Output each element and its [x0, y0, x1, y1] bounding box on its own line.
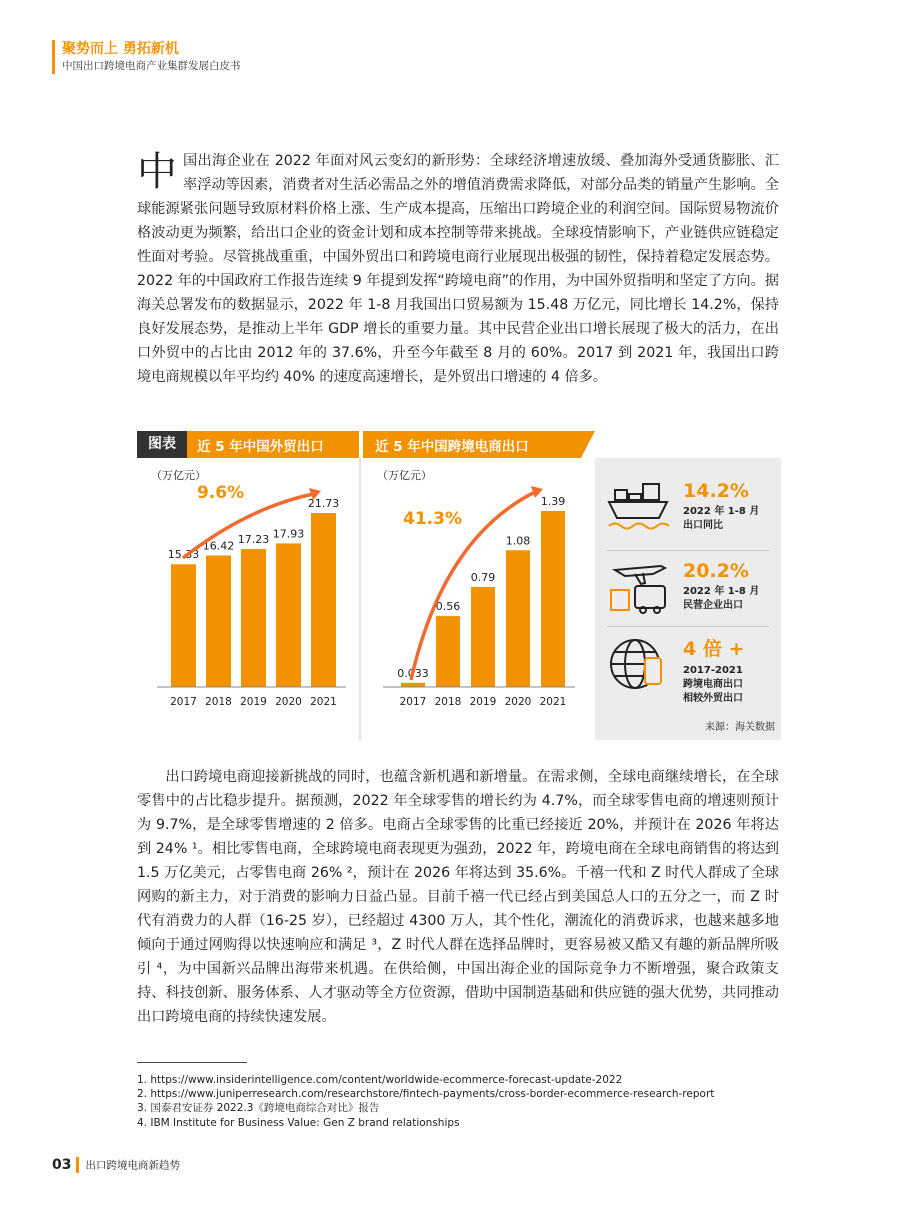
bar [506, 550, 530, 687]
footer-label: 出口跨境电商新趋势 [85, 1159, 180, 1172]
stat-export-growth [683, 480, 759, 533]
bar [541, 511, 565, 687]
footnote-2: 2. https://www.juniperresearch.com/researchstore/fintech-payments/cross-border-ecommerce-research-report [137, 1088, 715, 1101]
body-paragraph: 出口跨境电商迎接新挑战的同时，也蕴含新机遇和新增量。在需求侧，全球电商继续增长，在全球零售中的占比稳步提升。据预测，2022 年全球零售的增长约为 4.7%，而全球零售电商的增速则预计为 9.7%，是全球零售增速的 2 倍多。电商占全球零售的比重已经接近 20%，并预计在 2026 年将达到 24% ¹。相比零售电商，全球跨境电商表现更为强劲，2022 年，跨境电商在全球电商销售的将达到 1.5 万亿美元，占零售电商 26% ²，预计在 2026 年将达到 35.6%。千禧一代和 Z 时代人群成了全球网购的新主力，对于消费的影响力日益凸显。目前千禧一代已经占到美国总人口的五分之一，而 Z 时代有消费力的人群（16-25 岁），已经超过 4300 万人，其个性化，潮流化的消费诉求，也越来越多地倾向于通过网购得以快速响应和满足 ³，Z 时代人群在选择品牌时，更容易被又酷又有趣的新品牌所吸引 ⁴，为中国新兴品牌出海带来机遇。在供给侧，中国出海企业的国际竞争力不断增强，聚合政策支持、科技创新、服务体系、人才驱动等全方位资源，借助中国制造基础和供应链的强大优势，共同推动出口跨境电商的持续快速发展。 [137, 769, 779, 1025]
x-tick-label: 2018 [205, 696, 232, 708]
bar [241, 549, 266, 687]
footnote-1: 1. https://www.insiderintelligence.com/content/worldwide-ecommerce-forecast-update-2022 [137, 1074, 623, 1086]
bar-value-label: 0.033 [397, 666, 429, 680]
bar-value-label: 1.39 [540, 495, 566, 508]
chart-unit-label: （万亿元） [151, 469, 206, 482]
bar [401, 683, 425, 687]
header-title: 聚势而上 勇拓新机 [62, 41, 179, 57]
bar-value-label: 0.56 [435, 600, 461, 614]
bar [471, 587, 495, 687]
header-subtitle: 中国出口跨境电商产业集群发展白皮书 [62, 60, 241, 72]
ecommerce-export-chart [363, 458, 591, 740]
plane-truck-icon [605, 558, 671, 618]
bar [311, 513, 336, 687]
chart-left-title [187, 431, 359, 458]
x-tick-label: 2019 [240, 696, 267, 708]
stat-divider [607, 626, 769, 627]
x-tick-label: 2019 [469, 696, 497, 708]
bar-value-label: 16.42 [202, 539, 235, 553]
cargo-ship-icon [605, 480, 671, 542]
footer-bar [76, 1157, 79, 1173]
stat-divider [607, 550, 769, 551]
chart-mid-title-text: 近 5 年中国跨境电商出口 [375, 438, 529, 455]
stat-label: 2022 年 1-8 月 出口同比 [683, 506, 760, 531]
bar [206, 556, 231, 687]
drop-cap: 中 [137, 149, 177, 195]
figure-source: 来源：海关数据 [705, 722, 775, 733]
footnote-4: 4. IBM Institute for Business Value: Gen Z brand relationships [137, 1116, 460, 1129]
x-tick-label: 2018 [434, 696, 462, 708]
growth-rate-label: 9.6% [197, 483, 245, 503]
chart-divider [359, 458, 361, 740]
globe-phone-icon [605, 632, 671, 694]
x-tick-label: 2020 [275, 696, 302, 708]
bar-value-label: 21.73 [307, 497, 340, 510]
x-tick-label: 2021 [539, 696, 567, 708]
trade-export-chart [137, 458, 357, 740]
stat-value: 4 倍 + [683, 638, 745, 660]
stat-value: 20.2% [683, 560, 749, 582]
stat-private-export [683, 560, 759, 613]
stat-value: 14.2% [683, 480, 749, 502]
chart-mid-title [363, 431, 595, 458]
x-tick-label: 2017 [170, 696, 197, 708]
figure-tag: 图表 [137, 431, 187, 458]
trade-export-chart-svg [137, 458, 357, 740]
page-number: 03 [52, 1157, 72, 1173]
bar-value-label: 15.33 [167, 548, 200, 562]
bar-value-label: 17.93 [272, 527, 305, 541]
page-footer [52, 1157, 180, 1173]
bar [171, 564, 196, 687]
x-tick-label: 2017 [399, 696, 427, 708]
x-tick-label: 2021 [310, 696, 337, 708]
footnote-3: 3. 国泰君安证券 2022.3《跨境电商综合对比》报告 [137, 1102, 380, 1115]
page-header [52, 40, 241, 74]
intro-text: 国出海企业在 2022 年面对风云变幻的新形势：全球经济增速放缓、叠加海外受通货膨胀、汇率浮动等因素，消费者对生活必需品之外的增值消费需求降低，对部分品类的销量产生影响。全球能源紧张问题导致原材料价格上涨、生产成本提高，压缩出口跨境企业的利润空间。国际贸易物流价格波动更为频繁，给出口企业的资金计划和成本控制等带来挑战。全球疫情影响下，产业链供应链稳定性面对考验。尽管挑战重重，中国外贸出口和跨境电商行业展现出极强的韧性，保持着稳定发展态势。2022 年的中国政府工作报告连续 9 年提到发挥“跨境电商”的作用，为中国外贸指明和坚定了方向。据海关总署发布的数据显示，2022 年 1-8 月我国出口贸易额为 15.48 万亿元，同比增长 14.2%，保持良好发展态势，是推动上半年 GDP 增长的重要力量。其中民营企业出口增长展现了极大的活力，在出口外贸中的占比由 2012 年的 37.6%，升至今年截至 8 月的 60%。2017 到 2021 年，我国出口跨境电商规模以年平均约 40% 的速度高速增长，是外贸出口增速的 4 倍多。 [137, 153, 779, 385]
x-tick-label: 2020 [504, 696, 532, 708]
chart-unit-label: （万亿元） [377, 469, 432, 482]
stat-label: 2017-2021 跨境电商出口 相较外贸出口 [683, 665, 743, 704]
bar-value-label: 17.23 [237, 533, 270, 547]
chart-left-title-text: 近 5 年中国外贸出口 [197, 438, 324, 455]
bar [436, 616, 460, 687]
stat-multiple [683, 634, 744, 706]
bar-value-label: 1.08 [505, 534, 531, 548]
footnotes [137, 1073, 714, 1130]
stats-panel [595, 458, 781, 740]
bar-value-label: 0.79 [470, 570, 496, 584]
ecommerce-export-chart-svg [363, 458, 591, 740]
growth-rate-label: 41.3% [403, 509, 462, 529]
footnote-rule [137, 1062, 247, 1063]
stat-label: 2022 年 1-8 月 民营企业出口 [683, 586, 760, 611]
intro-paragraph [137, 149, 779, 389]
bar [276, 543, 301, 687]
